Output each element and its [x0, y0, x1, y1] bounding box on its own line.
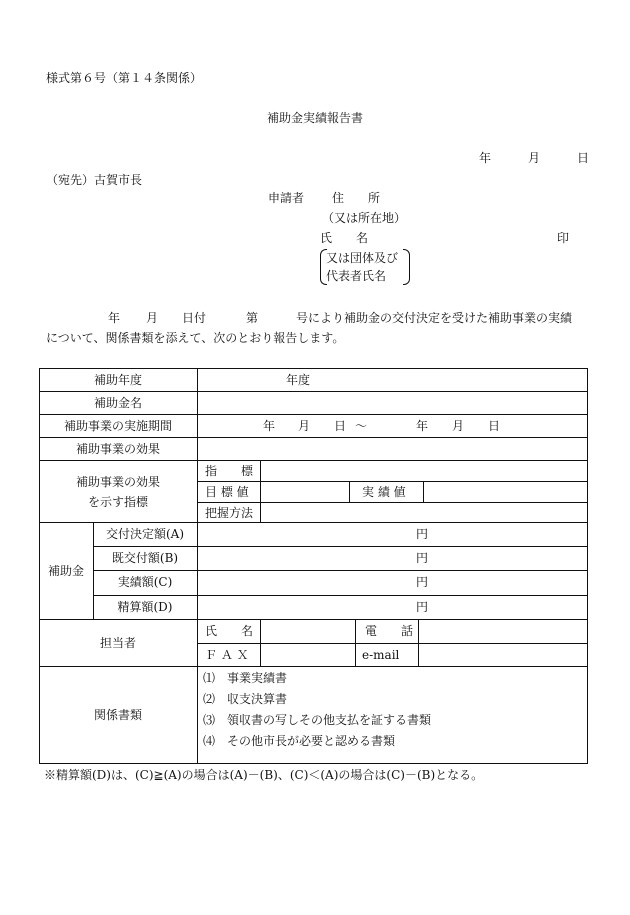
- contact-name-field: 氏 名: [205, 624, 254, 638]
- name-label: 氏 名: [320, 231, 369, 245]
- table-rule: [39, 522, 587, 523]
- table-rule: [39, 414, 587, 415]
- table-border: [39, 368, 40, 764]
- effect-label: 補助事業の効果: [75, 442, 161, 456]
- table-rule: [349, 481, 350, 502]
- table-rule: [93, 595, 587, 596]
- table-border: [587, 368, 588, 764]
- period-day: 日: [334, 419, 347, 433]
- subsidy-row-unit: 円: [416, 575, 429, 589]
- indicator-field: 指 標: [205, 464, 254, 478]
- page-title: 補助金実績報告書: [266, 111, 364, 125]
- period-day-2: 日: [488, 419, 501, 433]
- table-rule: [197, 502, 587, 503]
- subsidy-row-unit: 円: [416, 600, 429, 614]
- fiscal-year-label: 補助年度: [93, 373, 143, 387]
- subsidy-label: 補助金: [47, 564, 85, 578]
- subsidy-name-label: 補助金名: [93, 396, 143, 410]
- seal-mark: 印: [557, 231, 570, 245]
- body-line2: について、関係書類を添えて、次のとおり報告します。: [46, 331, 345, 345]
- table-rule: [93, 570, 587, 571]
- date-month: 月: [528, 151, 541, 165]
- table-rule: [93, 522, 94, 619]
- org-note-2: 代表者氏名: [326, 269, 387, 283]
- period-month-2: 月: [452, 419, 465, 433]
- body-month: 月: [146, 311, 159, 325]
- actual-value-field: 実 績 値: [362, 485, 406, 499]
- footnote: ※精算額(D)は、(C)≧(A)の場合は(A)－(B)、(C)＜(A)の場合は(C)－(B)となる。: [44, 768, 484, 782]
- table-border: [39, 368, 587, 369]
- applicant-label: 申請者: [268, 191, 305, 205]
- document-item: ⑵ 収支決算書: [203, 692, 288, 706]
- table-rule: [39, 619, 587, 620]
- period-separator: ～: [355, 419, 368, 433]
- table-rule: [418, 619, 419, 666]
- table-rule: [39, 666, 587, 667]
- table-rule: [197, 368, 198, 764]
- subsidy-row-label: 交付決定額(A): [105, 527, 185, 541]
- date-year: 年: [479, 151, 492, 165]
- table-border: [39, 763, 587, 764]
- table-rule: [260, 619, 261, 666]
- table-rule: [93, 546, 587, 547]
- fiscal-year-value: 年度: [286, 373, 311, 387]
- addressee: （宛先）古賀市長: [46, 173, 143, 187]
- date-day: 日: [577, 151, 590, 165]
- indicator-label-1: 補助事業の効果: [75, 475, 161, 489]
- method-field: 把握方法: [205, 506, 254, 520]
- contact-label: 担当者: [99, 636, 137, 650]
- subsidy-row-unit: 円: [416, 551, 429, 565]
- document-item: ⑷ その他市長が必要と認める書類: [203, 734, 396, 748]
- contact-fax-field: Ｆ Ａ Ｘ: [205, 648, 249, 662]
- period-label: 補助事業の実施期間: [63, 419, 173, 433]
- body-number-prefix: 第: [246, 311, 259, 325]
- period-year: 年: [263, 419, 276, 433]
- table-rule: [197, 643, 587, 644]
- contact-email-field: e-mail: [362, 648, 400, 662]
- table-rule: [197, 481, 587, 482]
- period-year-2: 年: [416, 419, 429, 433]
- org-note-1: 又は団体及び: [326, 251, 399, 265]
- table-rule: [39, 437, 587, 438]
- address-note: （又は所在地）: [322, 211, 407, 225]
- indicator-label-2: を示す指標: [87, 495, 149, 509]
- document-item: ⑶ 領収書の写しその他支払を証する書類: [203, 713, 432, 727]
- documents-label: 関係書類: [93, 708, 143, 722]
- table-rule: [39, 391, 587, 392]
- subsidy-row-label: 実績額(C): [117, 575, 173, 589]
- body-line1: 号により補助金の交付決定を受けた補助事業の実績: [296, 311, 573, 325]
- table-rule: [39, 460, 587, 461]
- table-rule: [355, 619, 356, 666]
- period-month: 月: [298, 419, 311, 433]
- body-year: 年: [108, 311, 121, 325]
- target-value-field: 目 標 値: [205, 485, 249, 499]
- document-item: ⑴ 事業実績書: [203, 671, 288, 685]
- subsidy-row-label: 既交付額(B): [111, 551, 179, 565]
- table-rule: [260, 460, 261, 522]
- body-day: 日付: [182, 311, 207, 325]
- contact-phone-field: 電 話: [365, 624, 414, 638]
- address-label: 住 所: [332, 191, 381, 205]
- subsidy-row-label: 精算額(D): [117, 600, 173, 614]
- table-rule: [423, 481, 424, 502]
- form-number: 様式第６号（第１４条関係）: [46, 71, 203, 85]
- subsidy-row-unit: 円: [416, 527, 429, 541]
